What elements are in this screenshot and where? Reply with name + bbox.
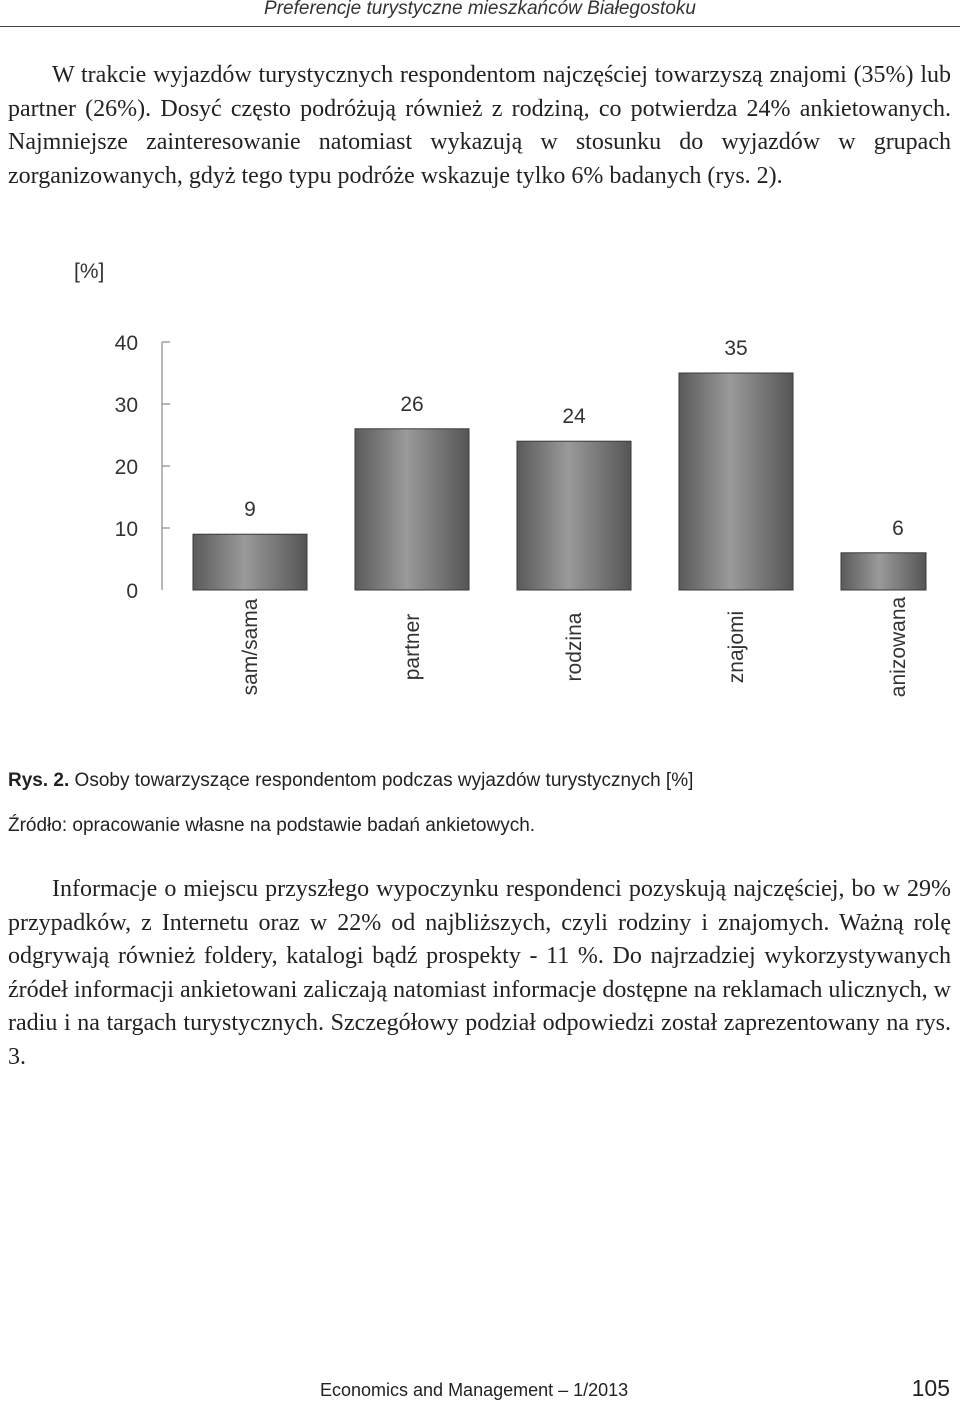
bar-partner [355, 429, 469, 590]
figure-caption [8, 770, 693, 792]
bar-rodzina [517, 441, 631, 590]
category-label: znajomi [725, 610, 748, 684]
bar-znajomi [679, 373, 793, 590]
body-paragraph-2: Informacje o miejscu przyszłego wypoczynku respondenci pozyskują najczęściej, bo w 29% przypadków, z Internetu oraz w 22% od najbliższych, czyli rodziny i znajomych. Ważną rolę odgrywają również foldery, katalogi bądź prospekty - 11 %. Do najrzadziej wykorzystywanych źródeł informacji ankietowani zaliczają natomiast informacje dostępne na reklamach ulicznych, w radiu i na targach turystycznych. Szczegółowy podział odpowiedzi został zaprezentowany na rys. 3. [8, 876, 951, 1070]
bar-chart [0, 250, 960, 710]
category-label: rodzina [563, 612, 586, 682]
y-tick-label: 40 [114, 332, 138, 355]
figure-caption-text: Osoby towarzyszące respondentom podczas wyjazdów turystycznych [%] [74, 770, 694, 791]
y-tick-label: 10 [114, 518, 138, 541]
bar-sam-sama [193, 534, 307, 590]
y-tick-label: 20 [114, 456, 138, 479]
bar-value-label: 6 [892, 516, 904, 540]
bar-value-label: 26 [400, 392, 424, 416]
bar-chart-svg [0, 250, 960, 710]
running-title: Preferencje turystyczne mieszkańców Białegostoku [264, 0, 696, 19]
bar-anizowana [841, 553, 926, 590]
page-footer [0, 1377, 960, 1403]
footer-journal: Economics and Management – 1/2013 [320, 1380, 629, 1400]
page-number: 105 [911, 1375, 950, 1401]
running-header [0, 0, 960, 27]
y-tick-label: 0 [126, 580, 138, 603]
category-label: sam/sama [239, 598, 262, 696]
figure-source: Źródło: opracowanie własne na podstawie badań ankietowych. [8, 815, 536, 836]
figure-caption-label: Rys. 2. [8, 770, 70, 791]
y-tick-label: 30 [114, 394, 138, 417]
category-label: partner [401, 613, 424, 681]
body-paragraph-1: W trakcie wyjazdów turystycznych respondentom najczęściej towarzyszą znajomi (35%) lub partner (26%). Dosyć często podróżują również z rodziną, co potwierdza 24% ankietowanych. Najmniejsze zainteresowanie natomiast wykazują w stosunku do wyjazdów w grupach zorganizowanych, gdyż tego typu podróże wskazuje tylko 6% badanych (rys. 2). [8, 62, 951, 189]
category-label: anizowana [887, 596, 910, 698]
y-axis-label: [%] [74, 260, 105, 283]
bar-value-label: 35 [724, 337, 748, 360]
bar-value-label: 9 [244, 498, 256, 522]
bar-value-label: 24 [562, 405, 586, 429]
